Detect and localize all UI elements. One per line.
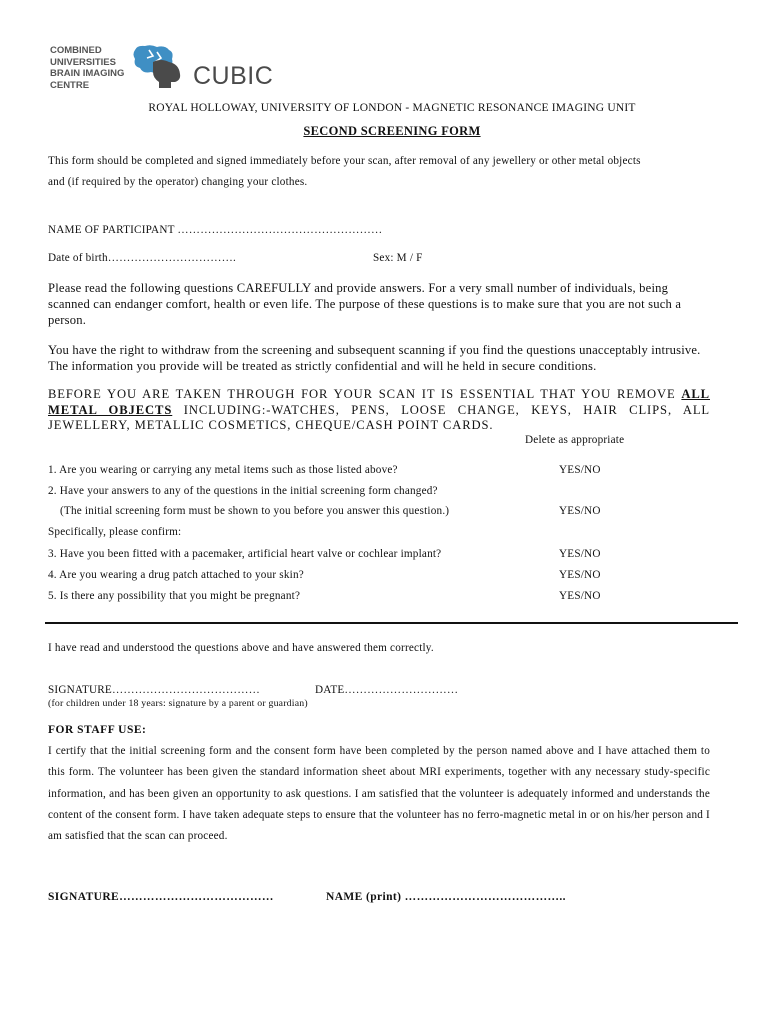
question-4: 4. Are you wearing a drug patch attached to your skin? bbox=[48, 569, 304, 581]
section-divider bbox=[45, 622, 738, 624]
metal-warning-pre: BEFORE YOU ARE TAKEN THROUGH FOR YOUR SCAN IT IS ESSENTIAL THAT YOU REMOVE bbox=[48, 387, 682, 401]
question-5: 5. Is there any possibility that you might be pregnant? bbox=[48, 590, 301, 602]
question-2: 2. Have your answers to any of the questions in the initial screening form changed? bbox=[48, 485, 438, 497]
staff-heading: FOR STAFF USE: bbox=[48, 724, 147, 736]
question-3-answer[interactable]: YES/NO bbox=[559, 548, 601, 560]
intro-line-1: This form should be completed and signed immediately before your scan, after removal of any jewellery or other metal objects bbox=[48, 155, 641, 167]
metal-warning-post: INCLUDING:-WATCHES, PENS, LOOSE CHANGE, KEYS, HAIR CLIPS, ALL JEWELLERY, METALLIC COSMETICS, CHEQUE/CASH POINT CARDS. bbox=[48, 402, 711, 432]
question-1: 1. Are you wearing or carrying any metal items such as those listed above? bbox=[48, 464, 398, 476]
logo-name: CUBIC bbox=[193, 62, 274, 90]
logo-line: COMBINED bbox=[50, 45, 102, 56]
delete-note: Delete as appropriate bbox=[525, 434, 625, 446]
question-3: 3. Have you been fitted with a pacemaker, artificial heart valve or cochlear implant? bbox=[48, 548, 442, 560]
metal-warning-emphasis: ALL METAL OBJECTS bbox=[48, 387, 710, 417]
question-5-answer[interactable]: YES/NO bbox=[559, 590, 601, 602]
metal-warning bbox=[48, 387, 710, 434]
brain-logo-icon bbox=[131, 44, 183, 88]
declaration-statement: I have read and understood the questions above and have answered them correctly. bbox=[48, 642, 434, 654]
intro-line-2: and (if required by the operator) changing your clothes. bbox=[48, 176, 308, 188]
instructions-paragraph: Please read the following questions CAREFULLY and provide answers. For a very small number of individuals, being scanned can endanger comfort, health or even life. The purpose of these questions is to make sure that you are not such a person. bbox=[48, 281, 682, 327]
question-2-note: (The initial screening form must be shown to you before you answer this question.) bbox=[60, 505, 450, 517]
withdraw-paragraph: You have the right to withdraw from the screening and subsequent scanning if you find the questions unacceptably intrusive. The information you provide will be treated as strictly confidential and will he held in secure conditions. bbox=[48, 343, 701, 373]
form-title: SECOND SCREENING FORM bbox=[303, 124, 481, 138]
question-1-answer[interactable]: YES/NO bbox=[559, 464, 601, 476]
guardian-note: (for children under 18 years: signature by a parent or guardian) bbox=[48, 698, 308, 709]
date-of-birth-field[interactable]: Date of birth……………………………. bbox=[48, 252, 237, 264]
question-4-answer[interactable]: YES/NO bbox=[559, 569, 601, 581]
staff-signature-field[interactable]: SIGNATURE………………………………… bbox=[48, 891, 274, 903]
logo-line: CENTRE bbox=[50, 79, 90, 91]
participant-date-field[interactable]: DATE………………………… bbox=[315, 684, 459, 696]
participant-signature-field[interactable]: SIGNATURE………………………………… bbox=[48, 684, 260, 696]
logo-text bbox=[50, 45, 124, 91]
logo-line: UNIVERSITIES bbox=[50, 56, 116, 68]
confirm-label: Specifically, please confirm: bbox=[48, 526, 182, 538]
staff-certification: I certify that the initial screening form and the consent form have been completed by the person named above and I have attached them to this form. The volunteer has been given the standard information sheet about MRI experiments, together with any necessary study-specific information, and has been given an opportunity to ask questions. I am satisfied that the volunteer is adequately informed and understands the content of the consent form. I have taken adequate steps to ensure that the volunteer has no ferro-magnetic metal in or on his/her person and I am satisfied that the scan can proceed. bbox=[48, 745, 710, 843]
sex-field[interactable]: Sex: M / F bbox=[373, 252, 423, 264]
institution-heading: ROYAL HOLLOWAY, UNIVERSITY OF LONDON - MAGNETIC RESONANCE IMAGING UNIT bbox=[148, 102, 636, 114]
question-2-answer[interactable]: YES/NO bbox=[559, 505, 601, 517]
participant-name-field[interactable]: NAME OF PARTICIPANT ……………………………………………… bbox=[48, 224, 383, 236]
staff-name-field[interactable]: NAME (print) ………………………………….. bbox=[326, 891, 566, 903]
logo-line: BRAIN IMAGING bbox=[50, 68, 125, 79]
